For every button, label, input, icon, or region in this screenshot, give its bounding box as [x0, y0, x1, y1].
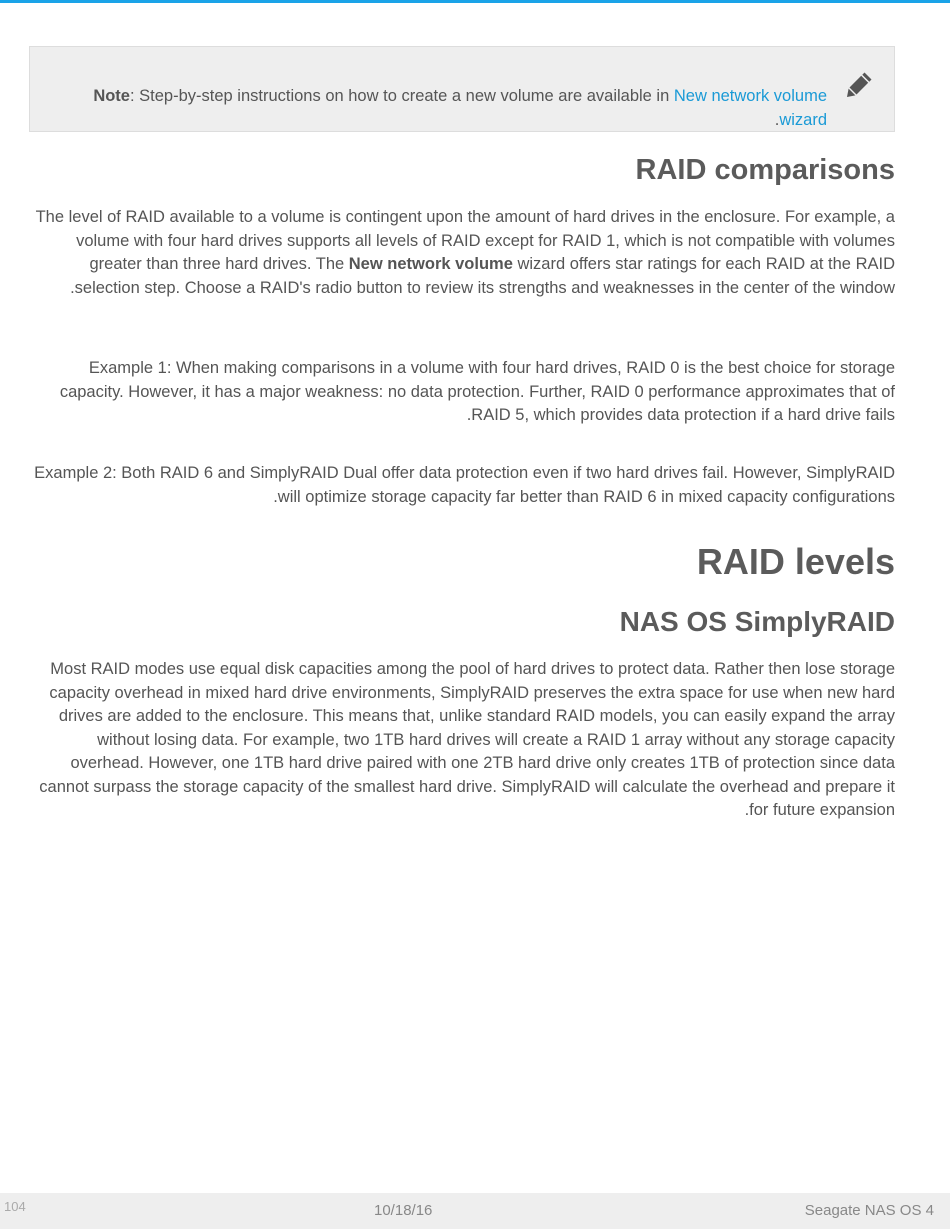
top-accent-rule [0, 0, 950, 3]
note-text [67, 84, 827, 132]
footer-product-name: Seagate NAS OS 4 [804, 1202, 934, 1219]
note-box [29, 46, 895, 132]
intro-part2: wizard offers star ratings for each RAID at the RAID selection step. Choose a RAID's radio button to review its strengths and weaknesses in the center of the window. [70, 255, 895, 297]
note-text-before: : Step-by-step instructions on how to create a new volume are available in [129, 86, 674, 105]
example-2-paragraph: Example 2: Both RAID 6 and SimplyRAID Dual offer data protection even if two hard drives fail. However, SimplyRAID will optimize storage capacity far better than RAID 6 in mixed capacity configurations. [34, 464, 895, 506]
note-text-after: . [774, 110, 780, 129]
example-1-paragraph: Example 1: When making comparisons in a volume with four hard drives, RAID 0 is the best choice for storage capacity. However, it has a major weakness: no data protection. Further, RAID 0 performance approximates that of RAID 5, which provides data protection if a hard drive fails. [59, 359, 895, 424]
raid-levels-heading: RAID levels [696, 541, 895, 582]
raid-comparisons-heading: RAID comparisons [635, 154, 895, 186]
new-network-volume-wizard-link[interactable]: New network volume wizard [673, 86, 827, 129]
note-label: Note [93, 86, 130, 105]
footer-page-number: 104 [4, 1199, 26, 1214]
raid-comparisons-intro [30, 206, 895, 300]
intro-part1: The level of RAID available to a volume is contingent upon the amount of hard drives in the enclosure. For example, a volume with four hard drives supports all levels of RAID except for RAID 1, which is not compatible with volumes greater than three hard drives. The [35, 208, 895, 273]
footer-date: 10/18/16 [374, 1202, 433, 1219]
simplyraid-body-paragraph: Most RAID modes use equal disk capacities among the pool of hard drives to protect data. Rather then lose storage capacity overhead in mixed hard drive environments, SimplyRAID preserves the extra space for use when new hard drives are added to the enclosure. This means that, unlike standard RAID models, you can easily expand the array without losing data. For example, two 1TB hard drives will create a RAID 1 array without any storage capacity overhead. However, one 1TB hard drive paired with one 2TB hard drive only creates 1TB of protection since data cannot surpass the storage capacity of the smallest hard drive. SimplyRAID will calculate the overhead and prepare it for future expansion. [39, 660, 895, 819]
intro-bold-wizard-name: New network volume [348, 255, 513, 273]
nas-os-simplyraid-heading: NAS OS SimplyRAID [619, 606, 895, 637]
page-footer [0, 1193, 950, 1229]
pencil-icon [845, 69, 875, 99]
